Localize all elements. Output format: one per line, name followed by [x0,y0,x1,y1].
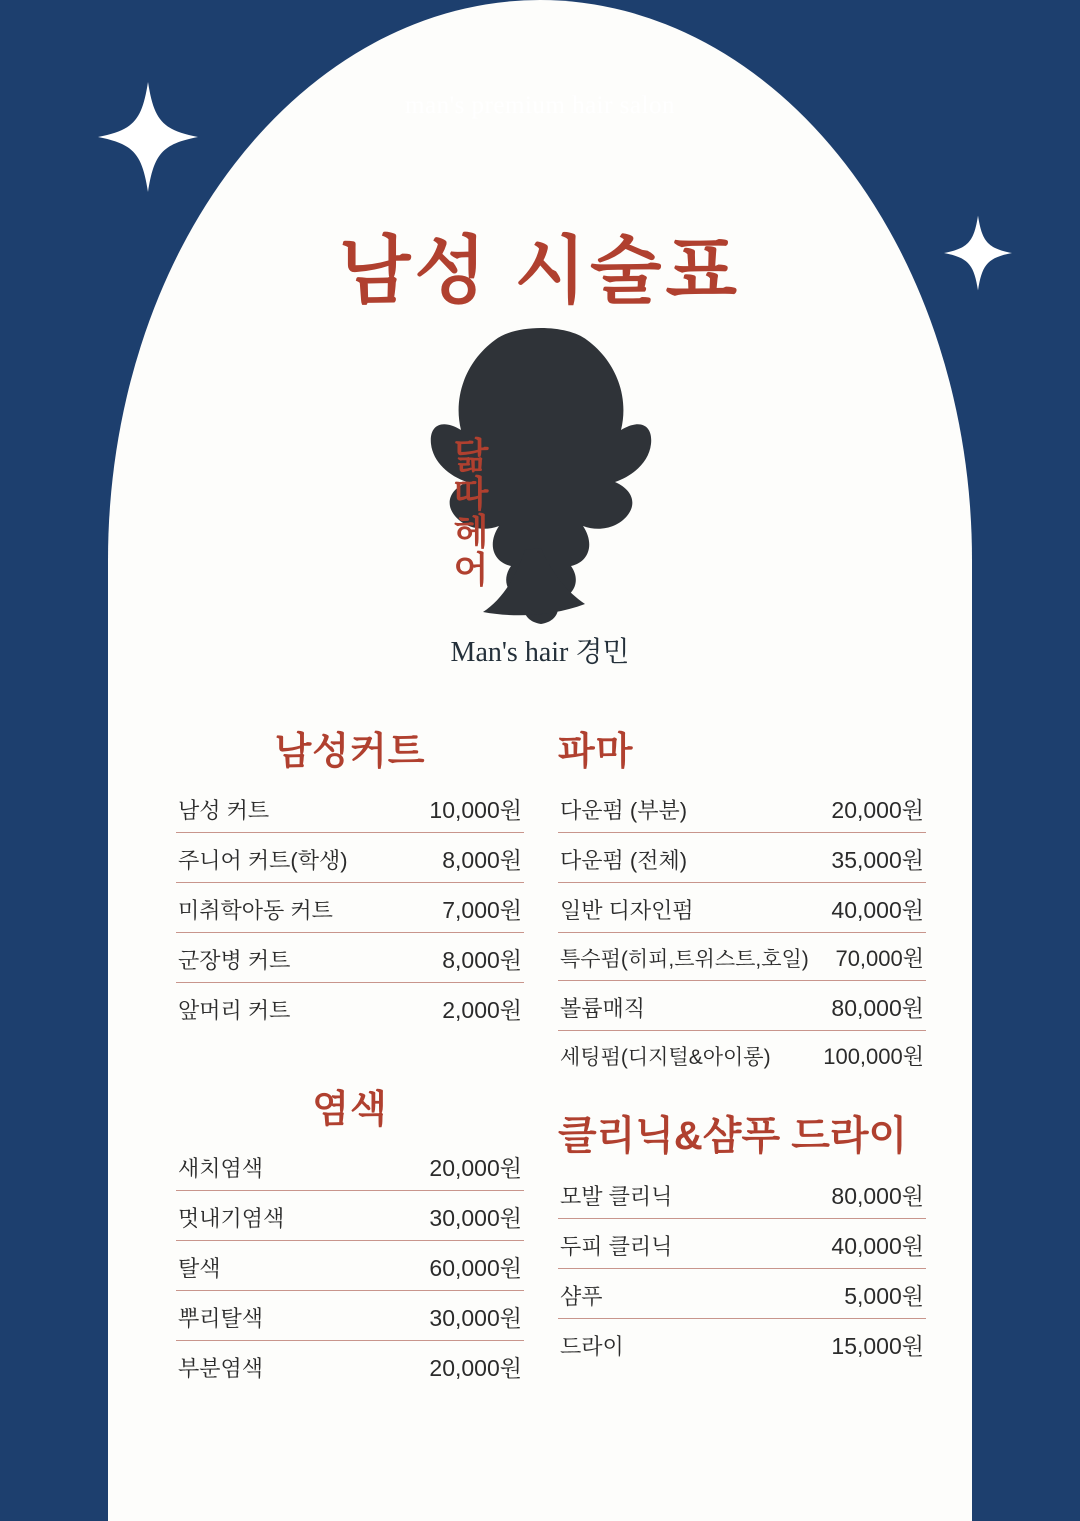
logo-char-3: 헤 [453,511,489,553]
section-title: 염색 [312,1089,388,1131]
item-name: 일반 디자인펌 [560,898,694,923]
item-price: 35,000원 [831,847,924,873]
table-row [176,1191,524,1241]
item-name: 군장병 커트 [178,948,291,973]
table-row [176,883,524,933]
item-name: 앞머리 커트 [178,998,291,1023]
price-list [558,783,926,1078]
item-name: 세팅펌(디지털&아이롱) [560,1046,771,1069]
item-price: 2,000원 [442,997,522,1023]
table-row [176,833,524,883]
item-price: 15,000원 [831,1333,924,1359]
section-color [176,1078,524,1390]
table-row [558,1269,926,1319]
item-price: 80,000원 [831,995,924,1021]
hair-silhouette-icon [375,300,705,635]
item-name: 볼륨매직 [560,996,646,1021]
item-name: 두피 클리닉 [560,1234,673,1259]
section-clinic-shampoo-dry [558,1104,926,1368]
logo-char-1: 닮 [453,435,489,476]
price-menu [108,720,972,1460]
item-price: 20,000원 [429,1155,522,1181]
item-price: 30,000원 [429,1205,522,1231]
item-name: 부분염색 [178,1356,264,1381]
item-name: 주니어 커트(학생) [178,848,348,873]
item-name: 남성 커트 [178,798,270,823]
item-name: 새치염색 [178,1156,264,1181]
item-name: 멋내기염색 [178,1206,285,1231]
item-name: 탈색 [178,1256,221,1281]
item-price: 70,000원 [835,946,924,971]
item-name: 모발 클리닉 [560,1184,673,1209]
table-row [176,1341,524,1390]
table-row [558,1031,926,1078]
table-row [176,1291,524,1341]
item-price: 30,000원 [429,1305,522,1331]
section-title: 파마 [558,731,634,773]
table-row [558,1319,926,1368]
section-title: 클리닉&샴푸 드라이 [558,1114,908,1158]
table-row [176,983,524,1032]
item-name: 특수펌(히피,트위스트,호일) [560,948,809,971]
item-price: 40,000원 [831,1233,924,1259]
item-name: 미취학아동 커트 [178,898,333,923]
table-row [176,933,524,983]
table-row [558,783,926,833]
logo-char-4: 어 [453,549,489,591]
item-price: 20,000원 [831,797,924,823]
item-name: 다운펌 (부분) [560,798,688,823]
item-name: 드라이 [560,1334,624,1359]
item-name: 다운펌 (전체) [560,848,688,873]
item-price: 10,000원 [429,797,522,823]
section-spacer [176,1032,524,1078]
logo-subtitle: Man's hair 경민 [450,637,630,668]
table-row [558,883,926,933]
logo-vertical-text [442,437,500,590]
section-title: 남성커트 [274,731,426,773]
item-price: 40,000원 [831,897,924,923]
price-list [176,783,524,1032]
table-row [176,783,524,833]
item-price: 60,000원 [429,1255,522,1281]
logo [0,300,1080,680]
salon-tagline: man's premium hair salon [405,92,675,119]
price-list [558,1169,926,1368]
item-price: 20,000원 [429,1355,522,1381]
menu-column-right [558,720,926,1368]
table-row [558,1169,926,1219]
section-mens-cut [176,720,524,1032]
table-row [176,1241,524,1291]
item-price: 7,000원 [442,897,522,923]
item-price: 100,000원 [823,1044,924,1069]
table-row [558,1219,926,1269]
table-row [558,933,926,981]
item-name: 뿌리탈색 [178,1306,264,1331]
item-price: 8,000원 [442,947,522,973]
item-price: 5,000원 [844,1283,924,1309]
logo-char-2: 따 [453,473,489,515]
table-row [558,981,926,1031]
section-spacer [558,1078,926,1104]
page-title: 남성 시술표 [339,229,741,312]
menu-column-left [176,720,524,1390]
item-price: 80,000원 [831,1183,924,1209]
item-price: 8,000원 [442,847,522,873]
table-row [558,833,926,883]
table-row [176,1141,524,1191]
section-perm [558,720,926,1078]
item-name: 샴푸 [560,1284,603,1309]
price-list [176,1141,524,1390]
